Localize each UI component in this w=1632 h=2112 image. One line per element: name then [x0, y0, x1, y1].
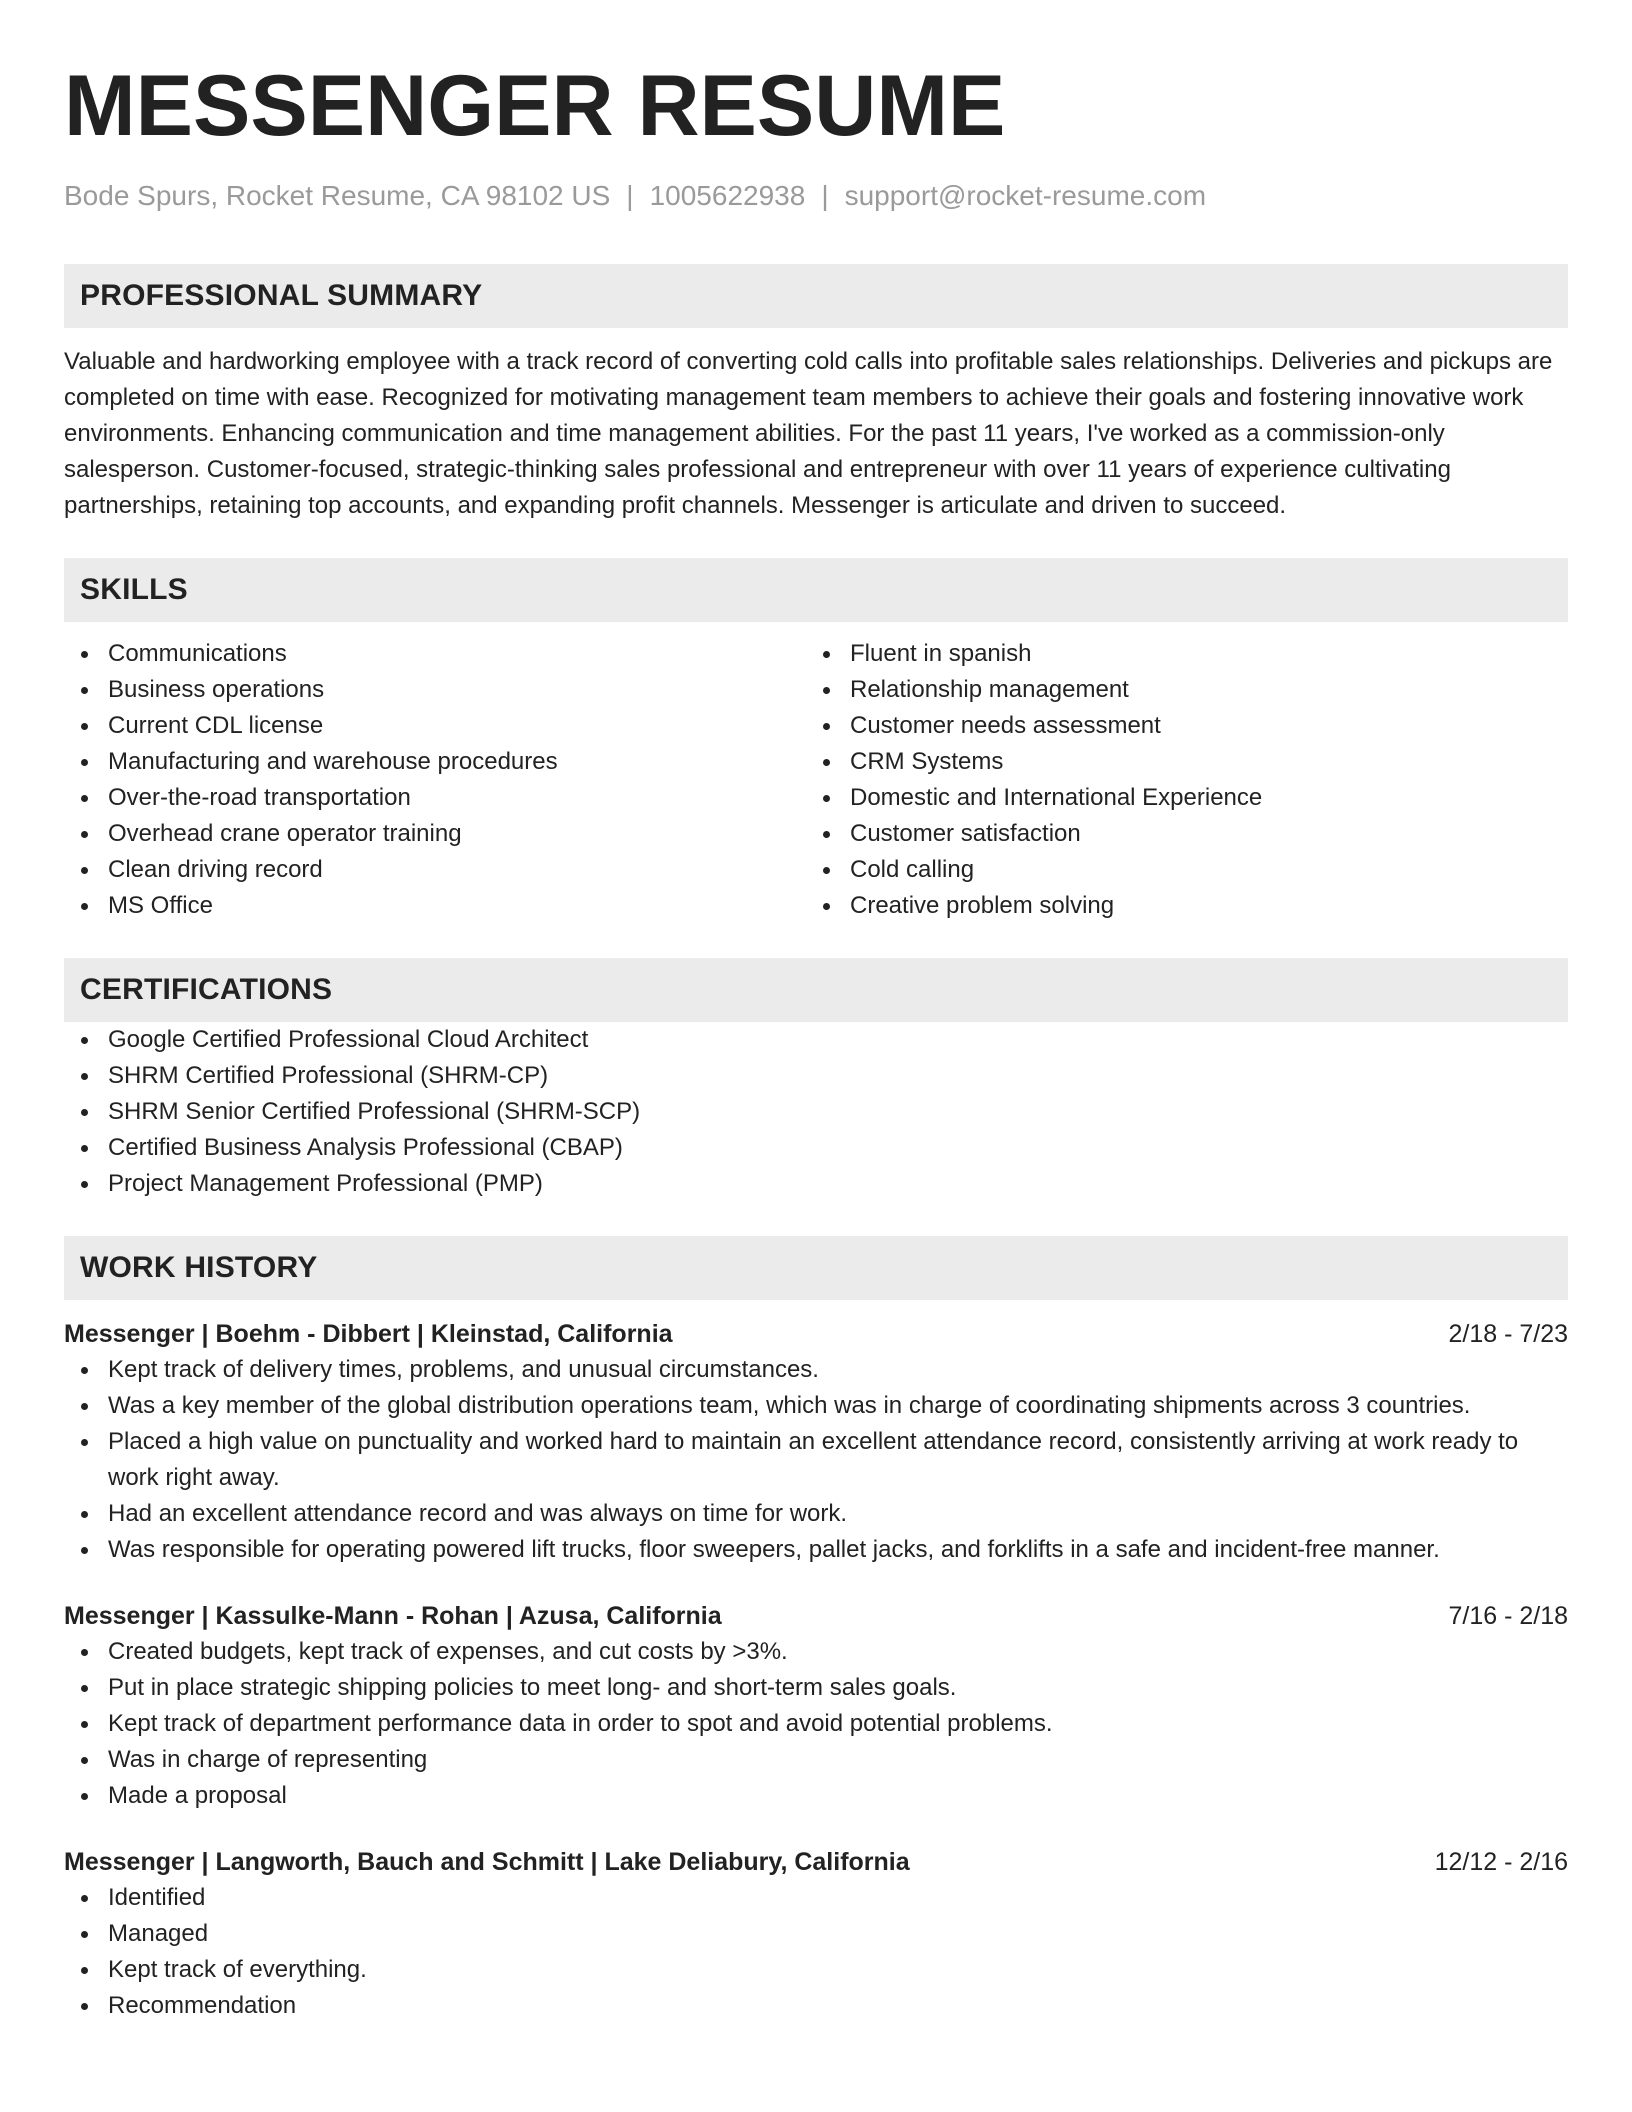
job-duty-item: Managed	[64, 1916, 1568, 1952]
job-duty-item: Kept track of department performance data in order to spot and avoid potential problems.	[64, 1706, 1568, 1742]
job-duty-item: Put in place strategic shipping policies to meet long- and short-term sales goals.	[64, 1670, 1568, 1706]
job-header	[64, 1844, 1568, 1880]
job-duty-item: Was a key member of the global distribution operations team, which was in charge of coordinating shipments across 3 countries.	[64, 1388, 1568, 1424]
job-duty-item: Was responsible for operating powered lift trucks, floor sweepers, pallet jacks, and forklifts in a safe and incident-free manner.	[64, 1532, 1568, 1568]
job-duty-item: Recommendation	[64, 1988, 1568, 2024]
skill-item: Creative problem solving	[806, 888, 1548, 924]
skills-list-right	[806, 636, 1548, 924]
summary-text: Valuable and hardworking employee with a track record of converting cold calls into profitable sales relationships. Deliveries and pickups are completed on time with ease. Recognized for motivating management team members to achieve their goals and fostering innovative work environments. Enhancing communication and time management abilities. For the past 11 years, I've worked as a commission-only salesperson. Customer-focused, strategic-thinking sales professional and entrepreneur with over 11 years of experience cultivating partnerships, retaining top accounts, and expanding profit channels. Messenger is articulate and driven to succeed.	[64, 348, 1553, 519]
job-dates: 7/16 - 2/18	[1448, 1602, 1568, 1630]
job-dates: 2/18 - 7/23	[1448, 1320, 1568, 1348]
section-header-certifications: CERTIFICATIONS	[64, 958, 1568, 1022]
job-title: Messenger | Kassulke-Mann - Rohan | Azusa, California	[64, 1602, 722, 1630]
job-title: Messenger | Boehm - Dibbert | Kleinstad, California	[64, 1320, 673, 1348]
job-duty-item: Kept track of delivery times, problems, and unusual circumstances.	[64, 1352, 1568, 1388]
job-duty-item: Identified	[64, 1880, 1568, 1916]
skill-item: Cold calling	[806, 852, 1548, 888]
job-duties-list	[64, 1880, 1568, 2024]
certification-item: Google Certified Professional Cloud Architect	[64, 1022, 1568, 1058]
job-duty-item: Made a proposal	[64, 1778, 1568, 1814]
job-header	[64, 1598, 1568, 1634]
skill-item: Customer needs assessment	[806, 708, 1548, 744]
contact-line	[64, 178, 1568, 214]
contact-separator: |	[821, 180, 829, 211]
contact-phone: 1005622938	[649, 180, 806, 211]
skills-column-left	[64, 636, 806, 924]
job-dates: 12/12 - 2/16	[1434, 1848, 1568, 1876]
section-header-summary: PROFESSIONAL SUMMARY	[64, 264, 1568, 328]
job-entry	[64, 1316, 1568, 1568]
skill-item: MS Office	[64, 888, 806, 924]
skill-item: Customer satisfaction	[806, 816, 1548, 852]
skill-item: Business operations	[64, 672, 806, 708]
skill-item: Fluent in spanish	[806, 636, 1548, 672]
certification-item: Project Management Professional (PMP)	[64, 1166, 1568, 1202]
skill-item: Over-the-road transportation	[64, 780, 806, 816]
job-duties-list	[64, 1634, 1568, 1814]
certification-item: SHRM Senior Certified Professional (SHRM-SCP)	[64, 1094, 1568, 1130]
job-duty-item: Was in charge of representing	[64, 1742, 1568, 1778]
skill-item: Current CDL license	[64, 708, 806, 744]
job-header	[64, 1316, 1568, 1352]
skill-item: CRM Systems	[806, 744, 1548, 780]
job-title: Messenger | Langworth, Bauch and Schmitt | Lake Deliabury, California	[64, 1848, 910, 1876]
job-duty-item: Placed a high value on punctuality and worked hard to maintain an excellent attendance record, consistently arriving at work ready to work right away.	[64, 1424, 1568, 1496]
job-duties-list	[64, 1352, 1568, 1568]
skill-item: Domestic and International Experience	[806, 780, 1548, 816]
job-entry	[64, 1598, 1568, 1814]
contact-email: support@rocket-resume.com	[844, 180, 1207, 211]
skills-grid	[64, 636, 1568, 924]
contact-address: Bode Spurs, Rocket Resume, CA 98102 US	[64, 180, 611, 211]
skill-item: Manufacturing and warehouse procedures	[64, 744, 806, 780]
certifications-list	[64, 1022, 1568, 1202]
certification-item: SHRM Certified Professional (SHRM-CP)	[64, 1058, 1568, 1094]
section-header-skills: SKILLS	[64, 558, 1568, 622]
skill-item: Overhead crane operator training	[64, 816, 806, 852]
job-duty-item: Had an excellent attendance record and was always on time for work.	[64, 1496, 1568, 1532]
section-header-work-history: WORK HISTORY	[64, 1236, 1568, 1300]
job-duty-item: Created budgets, kept track of expenses, and cut costs by >3%.	[64, 1634, 1568, 1670]
skills-list-left	[64, 636, 806, 924]
skill-item: Clean driving record	[64, 852, 806, 888]
resume-name: MESSENGER RESUME	[64, 58, 1006, 154]
skill-item: Relationship management	[806, 672, 1548, 708]
job-duty-item: Kept track of everything.	[64, 1952, 1568, 1988]
skills-column-right	[806, 636, 1548, 924]
certification-item: Certified Business Analysis Professional (CBAP)	[64, 1130, 1568, 1166]
job-entry	[64, 1844, 1568, 2024]
contact-separator: |	[626, 180, 634, 211]
skill-item: Communications	[64, 636, 806, 672]
